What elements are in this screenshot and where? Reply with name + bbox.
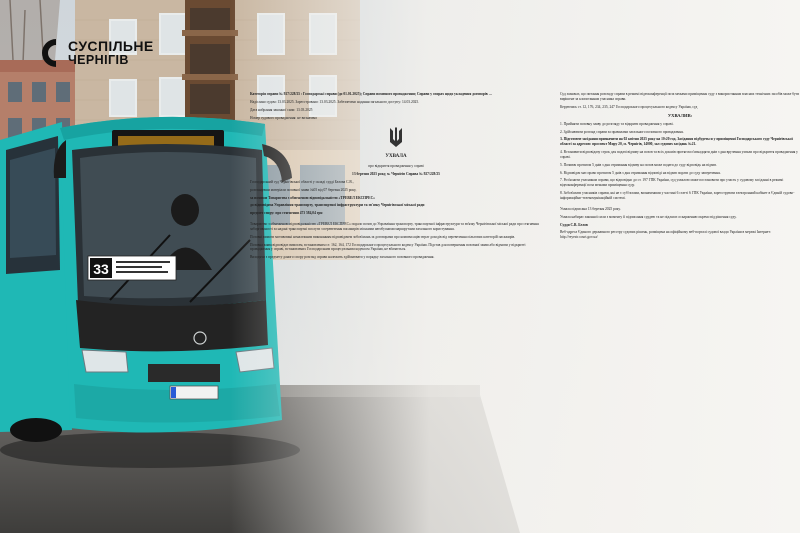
court-document-page-2: [560, 92, 800, 532]
body-paragraph: предмет спору: про стягнення 473 584,04 грн: [250, 211, 323, 216]
ruling-title: УХВАЛИВ:: [667, 112, 693, 118]
body-paragraph: Позовні вимоги мотивовані неналежним виконанням відповідачем зобов'язань за договорами про компенсацію втрат доходів від перевезення пільгових категорій пасажирів.: [250, 234, 516, 239]
ruling-item: 5. Позивач протягом 5 днів з дня отримання відзиву на позов може подати до суду відповідь на відзив.: [560, 162, 717, 167]
case-header: [250, 92, 542, 120]
body-paragraph: Керуючись ст. 12, 176, 234, 235, 247 Господарського процесуального кодексу України, суд: [560, 104, 698, 109]
ruling-item: 1. Прийняти позовну заяву до розгляду та відкрити провадження у справі.: [560, 121, 674, 126]
case-header-line: Номер судового провадження: не визначено: [250, 115, 318, 120]
headlight-left: [82, 350, 128, 372]
court-document-page-1: [250, 92, 542, 532]
body-paragraph: Виходячи з предмету даного спору розгляд справи належить здійснювати у порядку загального позовного провадження.: [250, 255, 435, 260]
case-header-line: Дата набрання законної сили: 13.03.2025: [250, 107, 313, 112]
body-paragraph: Позовна заява відповідає вимогам, встановленим ст. 162, 164, 172 Господарського процесуального кодексу України. Підстав для повернення позовної заяви або відмови у відкритті провадження у справі, встановлених Господарським процесуальним кодексом України, не вбачається.: [250, 242, 526, 252]
case-header-line: Категорія справи № 927/228/25 : Господарські справи (до 01.01.2025); Справи позовного провадження; Справи у спорах щодо укладення договорів …: [250, 92, 493, 96]
document-date-line: 13 березня 2025 року, м. Чернігів Справа № 927/228/25: [352, 171, 440, 176]
body-paragraph: Господарський суд Чернігівської області у складі судді Белова С.В.,: [250, 179, 354, 184]
ruling-item: 7. Роз'яснити учасникам справи, що відповідно до ст. 197 ГПК України, суд ухвалою може постановити про участь у судовому засіданні в режимі відеоконференції поза межами приміщення суду.: [560, 178, 784, 188]
body-paragraph: до відповідача Управління транспорту, транспортної інфраструктури та зв'язку Чернігівської міської ради: [250, 203, 425, 208]
document-subtitle: про відкриття провадження у справі: [368, 164, 424, 169]
route-number: 33: [93, 261, 109, 277]
body-paragraph: за позовом Товариства з обмеженою відповідальністю «ТРЕВЕЛ ЕКСПРЕС»: [250, 195, 375, 200]
body-paragraph: Товариство з обмеженою відповідальністю «ТРЕВЕЛ ЕКСПРЕС» подало позов до Управління транспорту, транспортної інфраструктури та зв'язку Чернігівської міської ради про стягнення заборгованості за надані транспортні послуги з перевезення пасажирів міськими автобусними маршрутами загального користування.: [250, 222, 539, 231]
closing-line: Ухвала набирає законної сили з моменту її підписання суддею та не підлягає оскарженню окремо від рішення суду.: [560, 214, 737, 219]
ruling-item: 2. Здійснювати розгляд справи за правилами загального позовного провадження.: [560, 129, 684, 134]
logo-line-1: СУСПІЛЬНЕ: [68, 38, 154, 55]
trident-emblem-icon: [388, 126, 404, 148]
judge-signature-line: Суддя С.В. Белов: [560, 222, 588, 227]
document-title: УХВАЛА: [385, 154, 407, 160]
ruling-item: 3. Підготовче засідання призначити на 02 квітня 2025 року на 10:20 год. Засідання відбудеться у приміщенні Господарського суду Чернігівської області за адресою: проспект Миру 20, м. Чернігів, 14000, зал судових засідань №21.: [560, 137, 793, 147]
ruling-item: 6. Відповідач має право протягом 5 днів з дня отримання відповіді на відзив подати до суду заперечення.: [560, 170, 721, 175]
ruling-item: 4. Встановити відповідачу строк для подачі відзиву на позов та всіх доказів протягом п'ятнадцяти днів з дня вручення ухвали про відкриття провадження у справі.: [560, 150, 798, 159]
body-paragraph: розглянувши матеріали позовної заяви №05 від 07 березня 2025 року,: [250, 187, 357, 192]
closing-line: Веб-адреса Єдиного державного реєстру судових рішень, розміщена на офіційному веб-порталі судової влади України в мережі Інтернет: http://reyestr.court.gov.ua/: [560, 230, 771, 240]
wheel: [10, 418, 62, 442]
logo-line-2: ЧЕРНІГІВ: [68, 52, 129, 67]
body-paragraph: Суд зазначає, що питання розгляду справи в режимі відеоконференції поза межами приміщення суду з використанням власних технічних засобів може бути вирішене за клопотанням учасника справи.: [560, 92, 800, 101]
license-plate: [170, 386, 218, 399]
closing-line: Ухвала підписана 13 березня 2025 року.: [560, 206, 621, 211]
suspilne-logo: [40, 38, 154, 68]
ruling-item: 8. Зобов'язати учасників справи, які не є суб'єктами, визначеними у частині 6 статті 6 ГПК України, зареєструвати електронний кабінет в Єдиній судово-інформаційно-телекомунікаційній системі.: [560, 191, 795, 200]
case-header-line: Надіслано судом: 13.03.2025. Зареєстровано: 13.03.2025. Забезпечено надання загального доступу: 14.03.2025.: [250, 99, 420, 104]
suspilne-half-circle-icon: [40, 38, 62, 68]
